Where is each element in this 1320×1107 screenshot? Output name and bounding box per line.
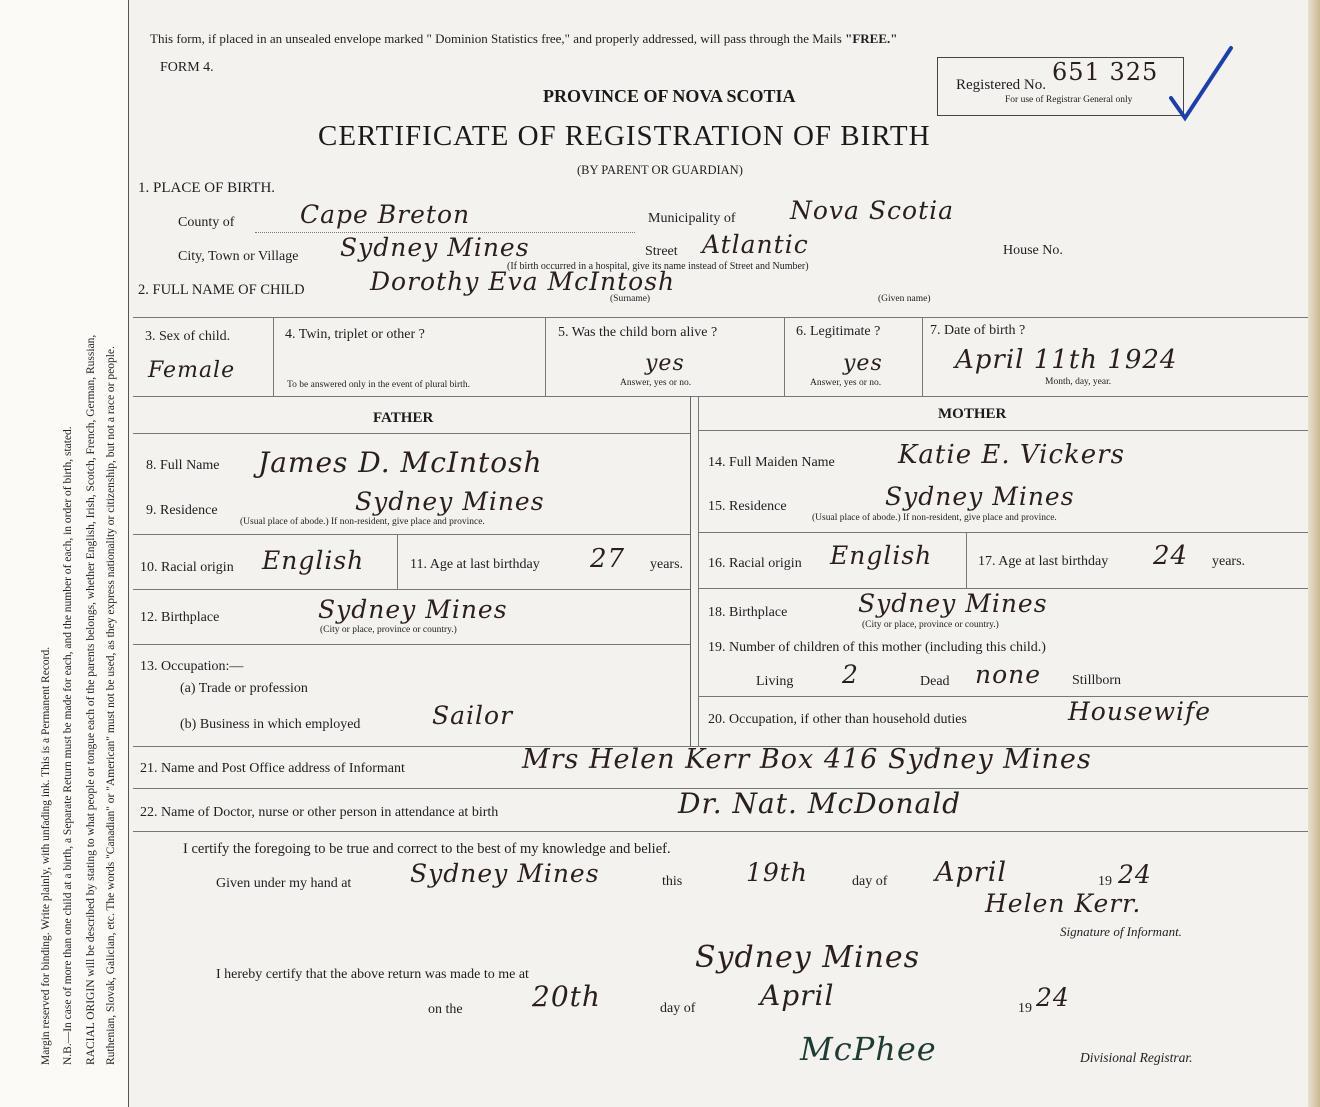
certify-dayof-label: day of [852, 874, 888, 889]
hospital-note: (If birth occurred in a hospital, give its name instead of Street and Number) [507, 261, 809, 272]
child-name-label: 2. FULL NAME OF CHILD [138, 282, 305, 298]
informant-label: 21. Name and Post Office address of Informant [140, 761, 405, 776]
father-heading: FATHER [373, 410, 434, 426]
child-name-value: Dorothy Eva McIntosh [370, 267, 676, 296]
mother-stillborn-label: Stillborn [1072, 673, 1122, 688]
mother-name-value: Katie E. Vickers [898, 440, 1125, 470]
registrar-year-value: 24 [1036, 983, 1070, 1012]
dob-value: April 11th 1924 [955, 345, 1178, 375]
municipality-label: Municipality of [648, 211, 736, 226]
municipality-value: Nova Scotia [790, 196, 955, 225]
binding-margin [0, 0, 129, 1107]
twin-note: To be answered only in the event of plural birth. [287, 380, 470, 390]
sex-label: 3. Sex of child. [145, 329, 231, 344]
twin-label: 4. Twin, triplet or other ? [285, 327, 425, 342]
alive-label: 5. Was the child born alive ? [558, 325, 718, 340]
certify-day-value: 19th [746, 858, 808, 887]
legitimate-label: 6. Legitimate ? [796, 324, 881, 339]
signature-informant-label: Signature of Informant. [1060, 924, 1182, 939]
mother-residence-value: Sydney Mines [885, 482, 1075, 511]
this-label: this [662, 874, 683, 889]
given-under-label: Given under my hand at [216, 876, 352, 891]
mother-birthplace-label: 18. Birthplace [708, 605, 788, 620]
father-race-value: English [262, 546, 365, 575]
father-residence-label: 9. Residence [146, 503, 218, 518]
certificate-title: CERTIFICATE OF REGISTRATION OF BIRTH [318, 120, 931, 152]
father-age-label: 11. Age at last birthday [410, 557, 540, 572]
mail-notice-text: This form, if placed in an unsealed envelope marked " Dominion Statistics free," and properly addressed, will pass through the Mails [150, 31, 842, 46]
mother-living-label: Living [756, 674, 794, 689]
mail-free: "FREE." [845, 31, 898, 46]
page-edge [1308, 0, 1320, 1107]
mother-race-value: English [830, 541, 933, 570]
city-label: City, Town or Village [178, 249, 299, 264]
father-business-value: Sailor [432, 701, 514, 730]
father-birthplace-value: Sydney Mines [318, 595, 508, 624]
father-residence-value: Sydney Mines [355, 487, 545, 516]
margin-note-4: Ruthenian, Slovak, Galician, etc. The words "Canadian" or "American" must not be used, as they express nationality or citizenship, but not a race or people. [105, 346, 117, 1065]
mother-birthplace-note: (City or place, province or country.) [862, 620, 999, 630]
mother-heading: MOTHER [938, 406, 1007, 422]
registrar-month-value: April [760, 979, 835, 1012]
dob-label: 7. Date of birth ? [930, 323, 1026, 338]
mother-residence-note: (Usual place of abode.) If non-resident, give place and province. [812, 513, 1057, 523]
registrar-day-value: 20th [532, 980, 601, 1013]
father-occupation-label: 13. Occupation:— [140, 659, 244, 674]
mother-age-value: 24 [1153, 541, 1189, 571]
county-label: County of [178, 215, 235, 230]
informant-value: Mrs Helen Kerr Box 416 Sydney Mines [522, 744, 1092, 775]
father-birthplace-label: 12. Birthplace [140, 610, 220, 625]
mother-occupation-label: 20. Occupation, if other than household duties [708, 712, 967, 727]
surname-note: (Surname) [610, 294, 651, 304]
father-trade-label: (a) Trade or profession [180, 681, 308, 696]
informant-signature: Helen Kerr. [985, 889, 1142, 918]
mother-occupation-value: Housewife [1068, 697, 1212, 726]
margin-note-2: N.B.—In case of more than one child at a birth, a Separate Return must be made for each, and the number of each, in order of birth, stated. [62, 426, 74, 1065]
father-name-value: James D. McIntosh [258, 446, 543, 479]
province-heading: PROVINCE OF NOVA SCOTIA [543, 86, 796, 106]
alive-answer-note: Answer, yes or no. [620, 378, 692, 388]
check-mark-icon [1165, 40, 1245, 130]
sex-value: Female [148, 358, 236, 383]
registrar-use-note: For use of Registrar General only [1005, 95, 1133, 105]
form-number: FORM 4. [160, 60, 214, 75]
registrar-dayof-label: day of [660, 1001, 696, 1016]
mother-dead-label: Dead [920, 674, 950, 689]
mother-children-label: 19. Number of children of this mother (including this child.) [708, 640, 1046, 655]
mother-years-label: years. [1212, 554, 1246, 569]
mother-name-label: 14. Full Maiden Name [708, 455, 835, 470]
certify-year-printed: 19 [1098, 874, 1112, 889]
street-label: Street [645, 244, 678, 259]
father-birthplace-note: (City or place, province or country.) [320, 625, 457, 635]
street-value: Atlantic [702, 230, 809, 259]
mother-race-label: 16. Racial origin [708, 556, 802, 571]
margin-note-1: Margin reserved for binding. Write plainly, with unfading ink. This is a Permanent Record. [40, 646, 52, 1065]
registrar-signature: McPhee [800, 1030, 937, 1068]
mother-age-label: 17. Age at last birthday [978, 554, 1109, 569]
registrar-place-value: Sydney Mines [695, 940, 921, 975]
margin-note-3: RACIAL ORIGIN will be described by stating to what people or tongue each of the parents belongs, whether English, Irish, Scotch, French, German, Russian, [85, 334, 97, 1065]
alive-value: yes [645, 351, 685, 376]
mother-birthplace-value: Sydney Mines [858, 589, 1048, 618]
doctor-value: Dr. Nat. McDonald [678, 787, 962, 820]
given-name-note: (Given name) [878, 294, 931, 304]
certificate-subtitle: (BY PARENT OR GUARDIAN) [577, 163, 743, 177]
certify-statement: I certify the foregoing to be true and correct to the best of my knowledge and belief. [183, 841, 671, 857]
registrar-statement: I hereby certify that the above return was made to me at [216, 967, 529, 982]
divisional-registrar-label: Divisional Registrar. [1080, 1050, 1193, 1065]
registered-label: Registered No. [956, 77, 1046, 93]
mother-residence-label: 15. Residence [708, 499, 787, 514]
given-place-value: Sydney Mines [410, 859, 600, 888]
mail-notice [150, 31, 897, 47]
place-of-birth-label: 1. PLACE OF BIRTH. [138, 180, 276, 196]
father-residence-note: (Usual place of abode.) If non-resident, give place and province. [240, 517, 485, 527]
on-the-label: on the [428, 1002, 463, 1017]
doctor-label: 22. Name of Doctor, nurse or other person in attendance at birth [140, 805, 499, 820]
certify-year-value: 24 [1118, 860, 1152, 889]
mother-living-value: 2 [842, 660, 859, 689]
father-name-label: 8. Full Name [146, 458, 220, 473]
legitimate-value: yes [843, 351, 883, 376]
certify-month-value: April [935, 857, 1007, 888]
father-business-label: (b) Business in which employed [180, 717, 361, 732]
city-value: Sydney Mines [340, 233, 530, 262]
father-age-value: 27 [590, 544, 626, 574]
registered-number: 651 325 [1052, 58, 1159, 86]
house-label: House No. [1003, 243, 1063, 258]
father-race-label: 10. Racial origin [140, 560, 234, 575]
mother-dead-value: none [975, 660, 1042, 689]
county-value: Cape Breton [300, 200, 471, 229]
dob-note: Month, day, year. [1045, 377, 1112, 387]
registrar-year-printed: 19 [1018, 1001, 1032, 1016]
legitimate-answer-note: Answer, yes or no. [810, 378, 882, 388]
father-years-label: years. [650, 557, 684, 572]
